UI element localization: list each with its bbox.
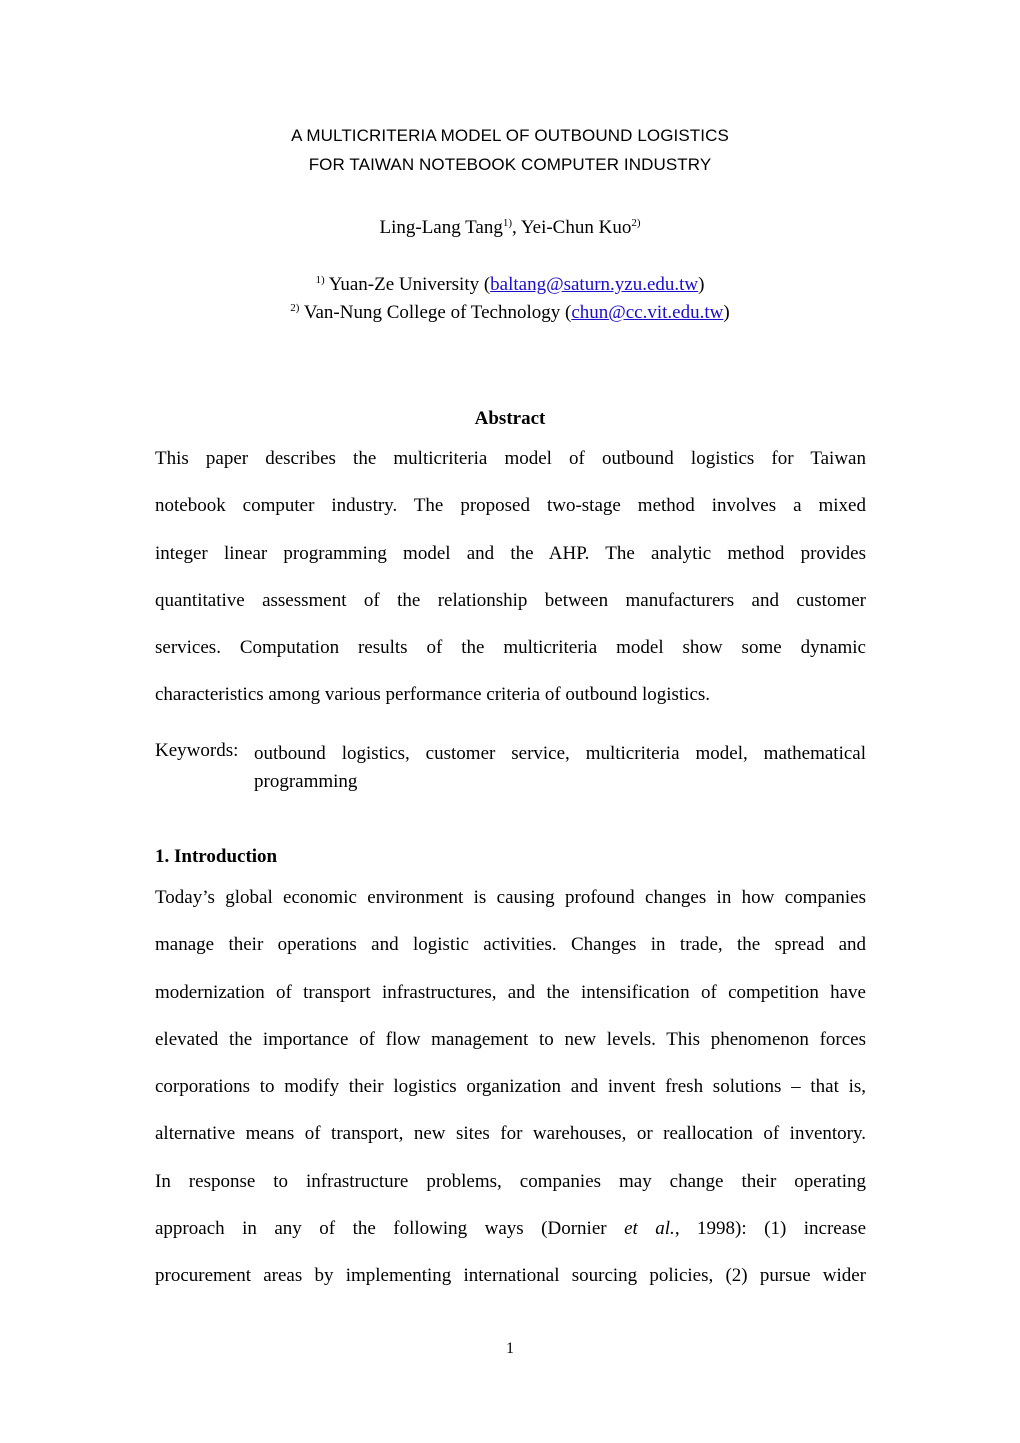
intro-line-6: alternative means of transport, new sites for warehouses, or reallocation of inventory. <box>155 1123 866 1145</box>
affiliation-1-close: ) <box>698 274 705 295</box>
page-number: 1 <box>506 1340 514 1357</box>
abstract-line-6: characteristics among various performance criteria of outbound logistics. <box>155 684 711 706</box>
keywords-line-2: programming <box>254 771 358 792</box>
affiliation-2-close: ) <box>723 302 730 323</box>
affiliation-1-name: Yuan-Ze University ( <box>324 274 491 295</box>
abstract-line-1: This paper describes the multicriteria model of outbound logistics for Taiwan <box>155 448 866 469</box>
abstract-heading: Abstract <box>474 408 546 429</box>
abstract-line-2: notebook computer industry. The proposed two-stage method involves a mixed <box>155 495 866 517</box>
author-separator: , <box>512 217 521 238</box>
intro-line-7: In response to infrastructure problems, companies may change their operating <box>155 1170 866 1192</box>
citation-et-al: et al. <box>624 1218 675 1240</box>
intro-line-8-end: , 1998): (1) increase <box>674 1218 866 1240</box>
intro-line-5: corporations to modify their logistics organization and invent fresh solutions – that is, <box>155 1076 866 1098</box>
introduction-body <box>155 874 866 1300</box>
intro-line-9: procurement areas by implementing international sourcing policies, (2) pursue wider <box>155 1265 866 1287</box>
introduction-heading: 1. Introduction <box>155 846 278 867</box>
keywords-label: Keywords: <box>155 740 239 761</box>
intro-line-1: Today’s global economic environment is causing profound changes in how companies <box>155 887 866 908</box>
intro-line-8-start: approach in any of the following ways (Dornier <box>155 1218 625 1240</box>
author-2-marker: 2) <box>631 217 641 229</box>
affiliation-1-marker: 1) <box>315 274 325 286</box>
intro-line-4: elevated the importance of flow management to new levels. This phenomenon forces <box>155 1028 866 1050</box>
keywords-list <box>254 740 866 796</box>
paper-title-line-2: FOR TAIWAN NOTEBOOK COMPUTER INDUSTRY <box>308 155 712 174</box>
paper-title-line-1: A MULTICRITERIA MODEL OF OUTBOUND LOGISTICS <box>291 126 729 145</box>
abstract-line-4: quantitative assessment of the relationship between manufacturers and customer <box>155 589 866 611</box>
intro-line-3: modernization of transport infrastructures, and the intensification of competition have <box>155 981 866 1003</box>
affiliation-1 <box>0 274 1020 296</box>
affiliation-2-name: Van-Nung College of Technology ( <box>299 302 572 323</box>
abstract-line-5: services. Computation results of the multicriteria model show some dynamic <box>155 637 866 659</box>
abstract-line-3: integer linear programming model and the AHP. The analytic method provides <box>155 542 866 564</box>
author-1-marker: 1) <box>502 217 513 229</box>
author-line <box>0 217 1020 239</box>
affiliation-2-marker: 2) <box>290 302 300 314</box>
intro-line-2: manage their operations and logistic activities. Changes in trade, the spread and <box>155 934 866 956</box>
keywords-line-1: outbound logistics, customer service, multicriteria model, mathematical <box>254 743 866 764</box>
affiliation-2-email-link[interactable]: chun@cc.vit.edu.tw <box>571 302 724 323</box>
affiliation-2 <box>0 302 1020 324</box>
intro-line-8 <box>155 1205 866 1252</box>
affiliation-1-email-link[interactable]: baltang@saturn.yzu.edu.tw <box>490 274 699 295</box>
author-2-name: Yei-Chun Kuo <box>520 217 632 238</box>
abstract-body <box>155 435 866 719</box>
author-1-name: Ling-Lang Tang <box>379 217 503 238</box>
